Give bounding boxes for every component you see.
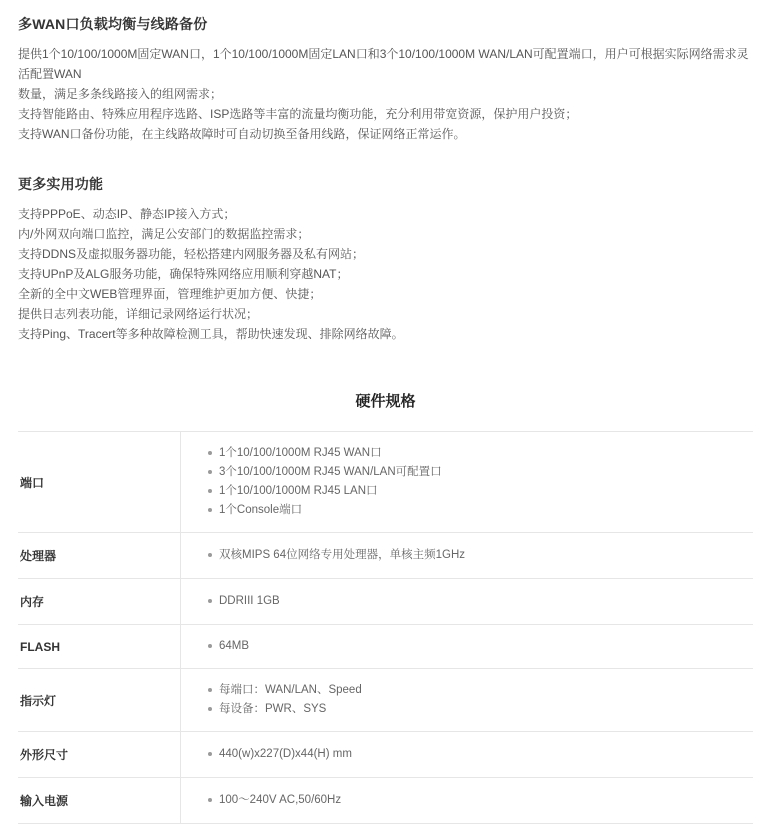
feature-line: 支持UPnP及ALG服务功能，确保特殊网络应用顺利穿越NAT； <box>18 267 349 281</box>
table-row <box>18 432 753 533</box>
feature-line: 全新的全中文WEB管理界面，管理维护更加方便、快捷； <box>18 287 322 301</box>
feature-line: 支持PPPoE、动态IP、静态IP接入方式； <box>18 207 236 221</box>
list-item: 3个10/100/1000M RJ45 WAN/LAN可配置口 <box>219 463 747 482</box>
spec-row-label: 内存 <box>18 579 181 625</box>
section-title: 更多实用功能 <box>18 176 104 192</box>
list-item: 64MB <box>219 637 747 656</box>
table-row <box>18 625 753 669</box>
list-item: 每端口：WAN/LAN、Speed <box>219 681 747 700</box>
list-item: 每设备：PWR、SYS <box>219 700 747 719</box>
feature-line-list <box>18 44 753 144</box>
feature-line: 内/外网双向端口监控，满足公安部门的数据监控需求； <box>18 227 310 241</box>
spec-row-values <box>181 533 754 579</box>
feature-line: 支持WAN口备份功能，在主线路故障时可自动切换至备用线路，保证网络正常运作。 <box>18 127 466 141</box>
list-item: 1个Console端口 <box>219 501 747 520</box>
spec-row-values <box>181 625 754 669</box>
spec-table-heading: 硬件规格 <box>355 393 416 410</box>
table-row <box>18 533 753 579</box>
spec-row-values <box>181 579 754 625</box>
list-item: 双核MIPS 64位网络专用处理器，单核主频1GHz <box>219 546 747 565</box>
feature-line: 支持智能路由、特殊应用程序选路、ISP选路等丰富的流量均衡功能，充分利用带宽资源，保护用户投资； <box>18 107 578 121</box>
feature-line-list <box>18 204 753 344</box>
spec-row-values <box>181 432 754 533</box>
list-item: DDRIII 1GB <box>219 592 747 611</box>
section-title: 多WAN口负载均衡与线路备份 <box>18 16 208 32</box>
feature-line: 提供1个10/100/1000M固定WAN口，1个10/100/1000M固定LAN口和3个10/100/1000M WAN/LAN可配置端口，用户可根据实际网络需求灵活配置WAN <box>18 47 749 81</box>
feature-line: 支持Ping、Tracert等多种故障检测工具，帮助快速发现、排除网络故障。 <box>18 327 404 341</box>
spec-row-label: 处理器 <box>18 533 181 579</box>
list-item: 1个10/100/1000M RJ45 WAN口 <box>219 444 747 463</box>
spec-row-label: 输入电源 <box>18 778 181 824</box>
list-item: 1个10/100/1000M RJ45 LAN口 <box>219 482 747 501</box>
spec-row-values <box>181 732 754 778</box>
table-row <box>18 579 753 625</box>
feature-line: 数量，满足多条线路接入的组网需求； <box>18 87 223 101</box>
feature-line: 支持DDNS及虚拟服务器功能，轻松搭建内网服务器及私有网站； <box>18 247 365 261</box>
spec-table <box>18 431 753 824</box>
spec-row-label: 指示灯 <box>18 669 181 732</box>
spec-row-label: FLASH <box>18 625 181 669</box>
spec-row-label: 外形尺寸 <box>18 732 181 778</box>
feature-line: 提供日志列表功能，详细记录网络运行状况； <box>18 307 259 321</box>
table-row <box>18 732 753 778</box>
spec-row-label: 端口 <box>18 432 181 533</box>
table-row <box>18 669 753 732</box>
list-item: 440(w)x227(D)x44(H) mm <box>219 745 747 764</box>
spec-row-values <box>181 669 754 732</box>
table-row <box>18 778 753 824</box>
feature-section-multiwan <box>18 14 753 144</box>
feature-section-more-functions <box>18 174 753 344</box>
list-item: 100～240V AC,50/60Hz <box>219 791 747 810</box>
spec-row-values <box>181 778 754 824</box>
